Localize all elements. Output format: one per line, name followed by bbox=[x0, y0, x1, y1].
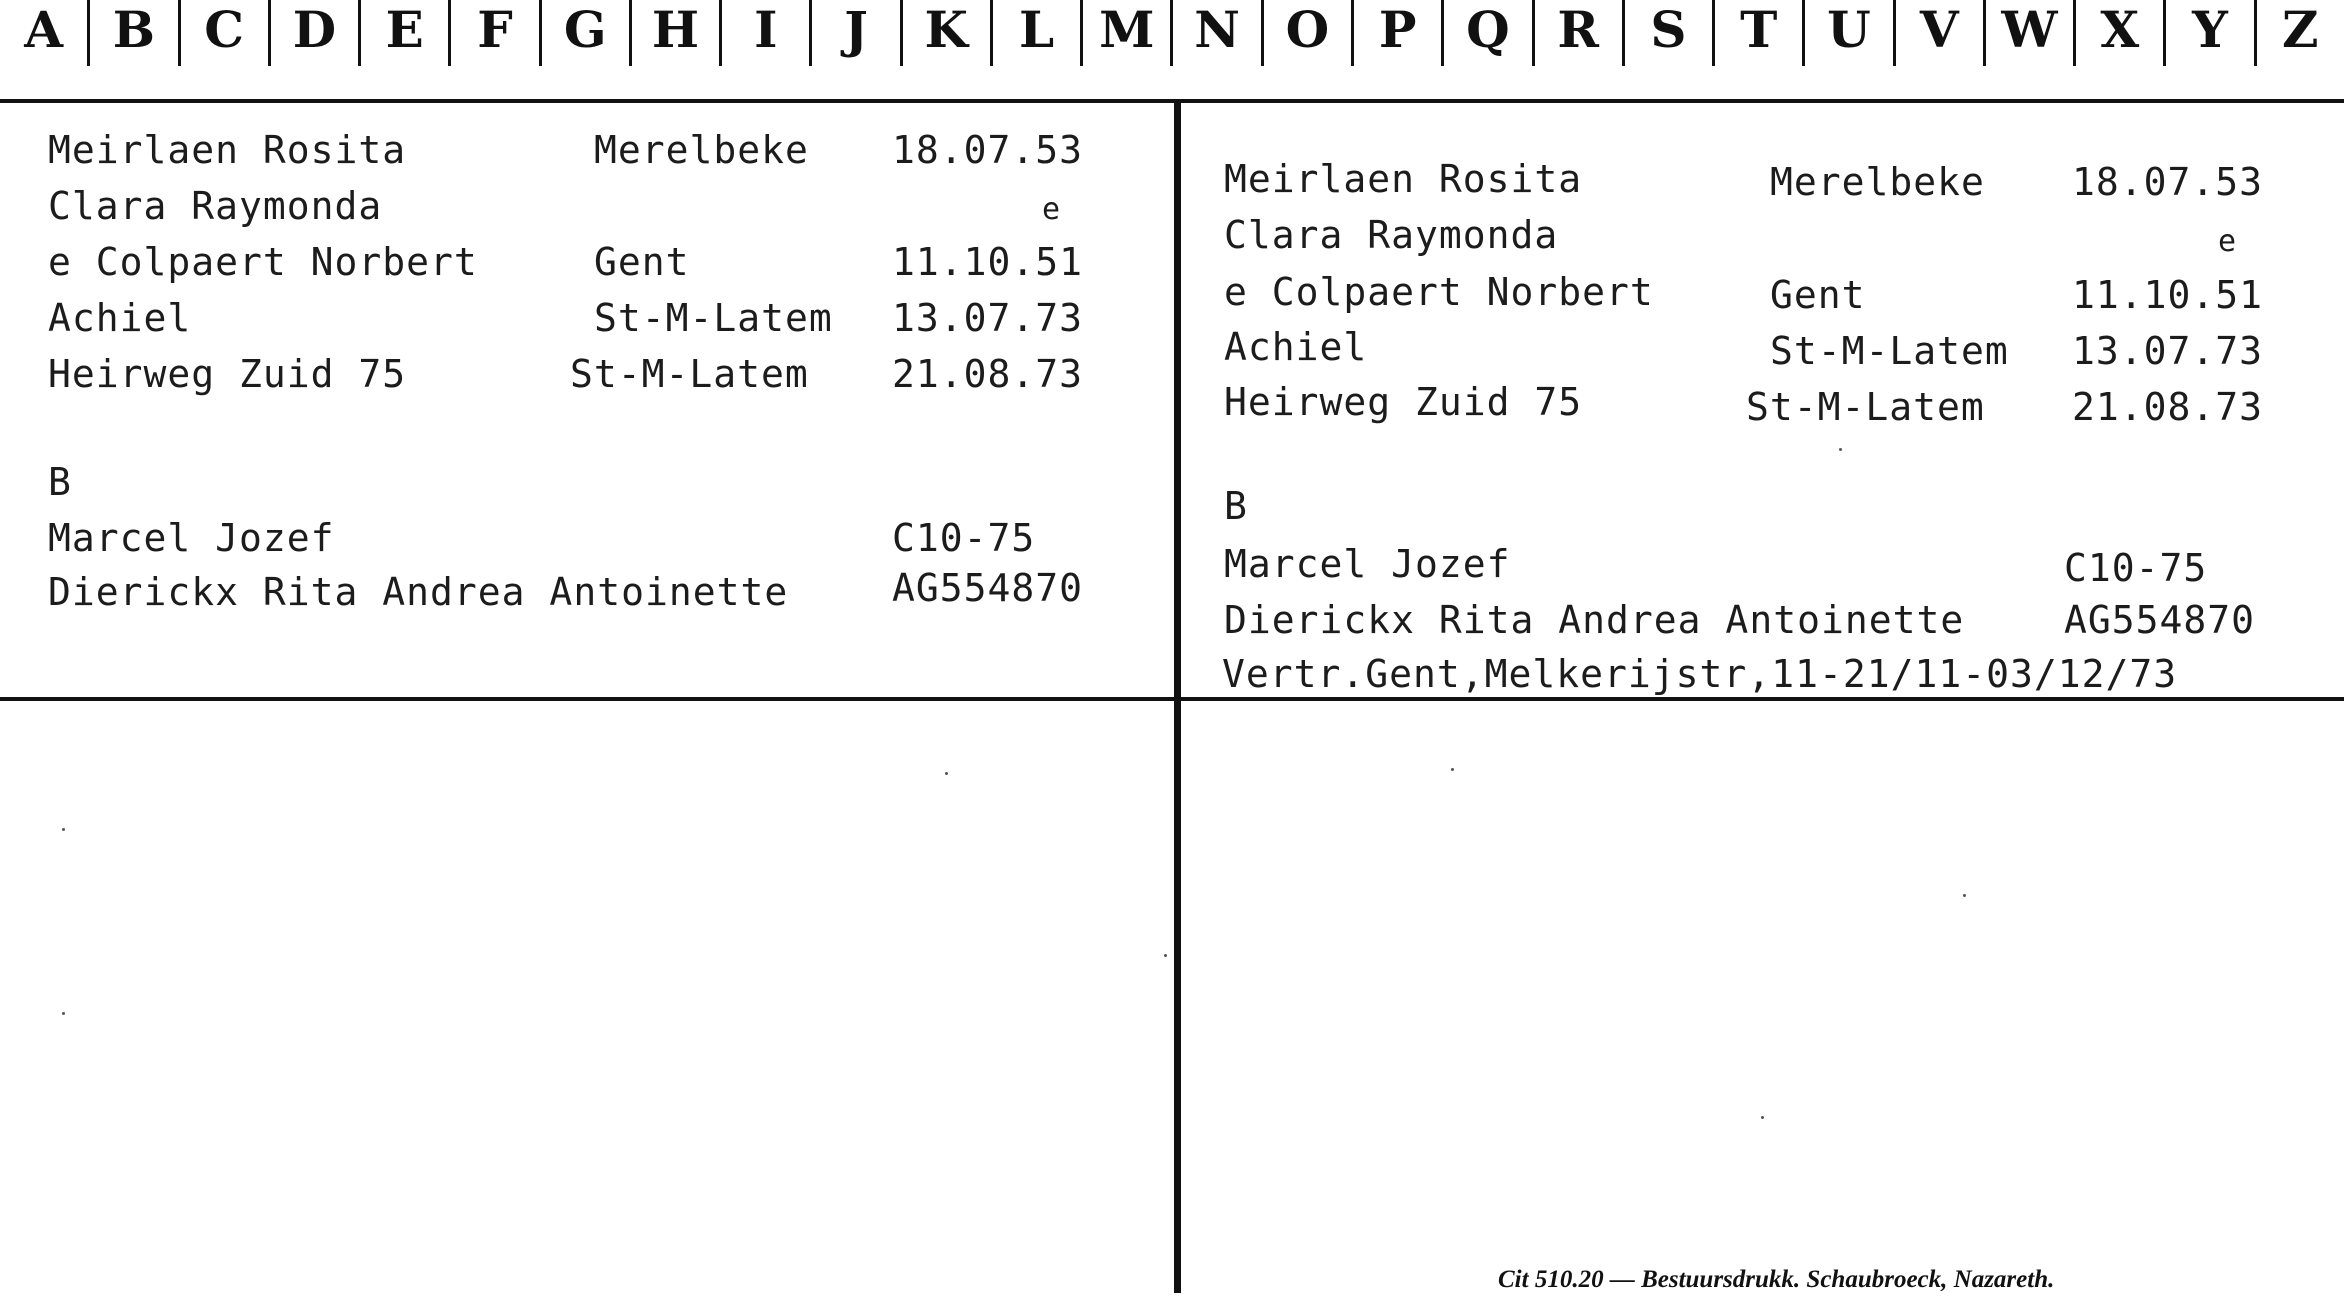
left-line4-name: Achiel bbox=[48, 296, 192, 340]
top-rule bbox=[0, 99, 2344, 103]
left-line3-date: 11.10.51 bbox=[892, 240, 1084, 284]
right-line3-date: 11.10.51 bbox=[2072, 273, 2264, 317]
right-line5-place: St-M-Latem bbox=[1746, 385, 1985, 429]
left-line6-name: Marcel Jozef bbox=[48, 516, 335, 560]
scan-speck bbox=[1839, 448, 1842, 451]
index-letter-d: D bbox=[271, 0, 361, 66]
right-line3-name: e Colpaert Norbert bbox=[1224, 270, 1654, 314]
scan-speck bbox=[1963, 894, 1966, 897]
left-line1-date: 18.07.53 bbox=[892, 128, 1084, 172]
left-line6-code: C10-75 bbox=[892, 516, 1036, 560]
right-line8-note: Vertr.Gent,Melkerijstr,11-21/11-03/12/73 bbox=[1222, 652, 2178, 696]
scan-speck bbox=[62, 1012, 65, 1015]
index-letter-o: O bbox=[1264, 0, 1354, 66]
right-line4-name: Achiel bbox=[1224, 325, 1368, 369]
left-line5-place: St-M-Latem bbox=[570, 352, 809, 396]
index-letter-c: C bbox=[181, 0, 271, 66]
right-line4-place: St-M-Latem bbox=[1770, 329, 2009, 373]
index-letter-i: I bbox=[722, 0, 812, 66]
scan-speck bbox=[1761, 1116, 1764, 1119]
left-line4-place: St-M-Latem bbox=[594, 296, 833, 340]
index-letter-r: R bbox=[1535, 0, 1625, 66]
index-letter-k: K bbox=[903, 0, 993, 66]
index-letter-p: P bbox=[1354, 0, 1444, 66]
index-letter-y: Y bbox=[2166, 0, 2256, 66]
left-line2-suffix: e bbox=[1042, 192, 1062, 227]
right-line3-place: Gent bbox=[1770, 273, 1866, 317]
index-letter-v: V bbox=[1896, 0, 1986, 66]
left-line5-address: Heirweg Zuid 75 bbox=[48, 352, 407, 396]
right-line1-place: Merelbeke bbox=[1770, 160, 1985, 204]
index-letter-g: G bbox=[542, 0, 632, 66]
index-letter-m: M bbox=[1083, 0, 1173, 66]
left-line1-place: Merelbeke bbox=[594, 128, 809, 172]
right-line1-date: 18.07.53 bbox=[2072, 160, 2264, 204]
center-divider bbox=[1174, 101, 1181, 1293]
right-line2-suffix: e bbox=[2218, 224, 2238, 259]
index-letter-s: S bbox=[1625, 0, 1715, 66]
index-letter-f: F bbox=[451, 0, 541, 66]
left-line1-name: Meirlaen Rosita bbox=[48, 128, 407, 172]
middle-rule bbox=[0, 697, 2344, 701]
index-letter-b: B bbox=[90, 0, 180, 66]
scan-speck bbox=[1451, 768, 1454, 771]
index-letter-w: W bbox=[1986, 0, 2076, 66]
left-category: B bbox=[48, 460, 72, 504]
index-letter-h: H bbox=[632, 0, 722, 66]
index-letter-a: A bbox=[0, 0, 90, 66]
index-letter-x: X bbox=[2076, 0, 2166, 66]
left-line3-place: Gent bbox=[594, 240, 690, 284]
index-letter-t: T bbox=[1715, 0, 1805, 66]
right-line7-code: AG554870 bbox=[2064, 598, 2256, 642]
right-line1-name: Meirlaen Rosita bbox=[1224, 157, 1583, 201]
index-letter-q: Q bbox=[1444, 0, 1534, 66]
left-line7-name: Dierickx Rita Andrea Antoinette bbox=[48, 570, 789, 614]
right-line7-name: Dierickx Rita Andrea Antoinette bbox=[1224, 598, 1965, 642]
scan-speck bbox=[1164, 954, 1167, 957]
index-letter-j: J bbox=[812, 0, 902, 66]
left-line7-code: AG554870 bbox=[892, 566, 1084, 610]
alphabet-index-strip bbox=[0, 0, 2344, 66]
scan-speck bbox=[945, 772, 948, 775]
right-line4-date: 13.07.73 bbox=[2072, 329, 2264, 373]
right-line6-name: Marcel Jozef bbox=[1224, 542, 1511, 586]
index-letter-z: Z bbox=[2282, 0, 2319, 59]
right-line2-name: Clara Raymonda bbox=[1224, 213, 1559, 257]
scan-speck bbox=[62, 828, 65, 831]
index-letter-e: E bbox=[361, 0, 451, 66]
index-letter-l: L bbox=[993, 0, 1083, 66]
right-line5-date: 21.08.73 bbox=[2072, 385, 2264, 429]
index-letter-n: N bbox=[1173, 0, 1263, 66]
right-line5-address: Heirweg Zuid 75 bbox=[1224, 380, 1583, 424]
right-category: B bbox=[1224, 484, 1248, 528]
index-letter-u: U bbox=[1805, 0, 1895, 66]
right-line6-code: C10-75 bbox=[2064, 546, 2208, 590]
left-line2-name: Clara Raymonda bbox=[48, 184, 383, 228]
left-line3-name: e Colpaert Norbert bbox=[48, 240, 478, 284]
printer-imprint: Cit 510.20 — Bestuursdrukk. Schaubroeck, Nazareth. bbox=[1498, 1266, 2055, 1293]
left-line5-date: 21.08.73 bbox=[892, 352, 1084, 396]
left-line4-date: 13.07.73 bbox=[892, 296, 1084, 340]
